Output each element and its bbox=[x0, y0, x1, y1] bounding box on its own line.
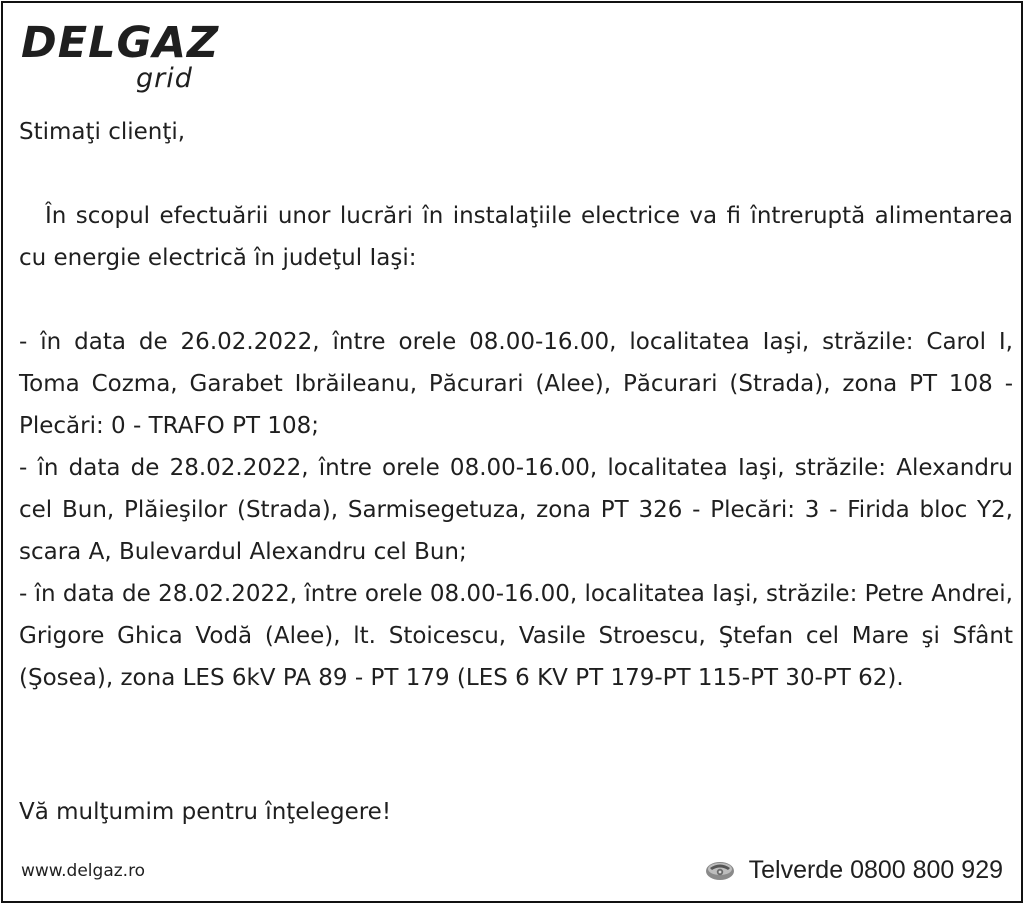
notice-body bbox=[19, 111, 1013, 699]
outage-item-2: - în data de 28.02.2022, între orele 08.00-16.00, localitatea Iaşi, străzile: Alexandru cel Bun, Plăieşilor (Strada), Sarmisegetuza, zona PT 326 - Plecări: 3 - Firida bloc Y2, scara A, Bulevardul Alexandru cel Bun; bbox=[19, 455, 1013, 565]
delgaz-grid-logo bbox=[21, 19, 221, 99]
logo-subtitle: grid bbox=[136, 63, 193, 94]
logo-brand: DELGAZ bbox=[21, 18, 220, 68]
notice-page bbox=[1, 1, 1023, 903]
phone-contact bbox=[705, 855, 1003, 885]
telephone-icon bbox=[705, 859, 735, 881]
website-link[interactable]: www.delgaz.ro bbox=[21, 861, 146, 881]
outage-item-3: - în data de 28.02.2022, între orele 08.00-16.00, localitatea Iaşi, străzile: Petre Andrei, Grigore Ghica Vodă (Alee), lt. Stoicescu, Vasile Stroescu, Ştefan cel Mare şi Sfânt (Şosea), zona LES 6kV PA 89 - PT 179 (LES 6 KV PT 179-PT 115-PT 30-PT 62). bbox=[19, 581, 1013, 691]
closing-message: Vă mulţumim pentru înţelegere! bbox=[19, 799, 392, 825]
greeting: Stimaţi clienţi, bbox=[19, 119, 186, 145]
outage-item-1: - în data de 26.02.2022, între orele 08.00-16.00, localitatea Iaşi, străzile: Carol I, Toma Cozma, Garabet Ibrăileanu, Păcurari (Alee), Păcurari (Strada), zona PT 108 - Plecări: 0 - TRAFO PT 108; bbox=[19, 329, 1013, 439]
intro-paragraph: În scopul efectuării unor lucrări în instalaţiile electrice va fi întreruptă alimentarea cu energie electrică în judeţul Iaşi: bbox=[19, 203, 1013, 271]
telverde-number: Telverde 0800 800 929 bbox=[748, 856, 1003, 884]
